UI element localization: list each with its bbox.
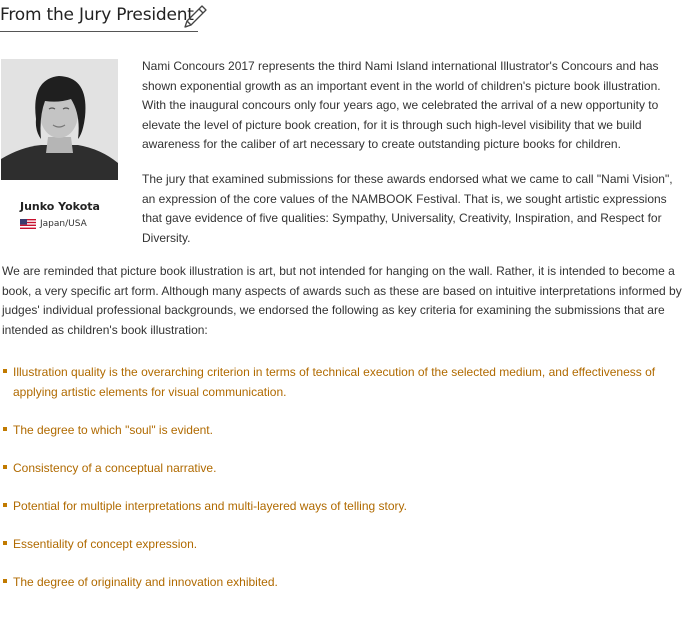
bullet-icon bbox=[3, 579, 7, 583]
list-item bbox=[0, 572, 675, 592]
list-item bbox=[0, 420, 675, 440]
us-flag-icon bbox=[20, 219, 36, 229]
list-item bbox=[0, 534, 675, 554]
section-header bbox=[0, 0, 208, 34]
criterion-text: The degree of originality and innovation exhibited. bbox=[13, 575, 278, 589]
criterion-text: Illustration quality is the overarching criterion in terms of technical execution of the selected medium, and effectiveness of applying artistic elements for visual communication. bbox=[13, 365, 656, 399]
person-origin bbox=[20, 218, 87, 230]
list-item bbox=[0, 496, 675, 516]
jury-paragraph: The jury that examined submissions for these awards endorsed what we came to call "Nami Vision", an expression of the core values of the NAMBOOK Festival. That is, we sought artistic expressions that gave evidence of five qualities: Sympathy, Universality, Creativity, Inspiration, and Respect for Diversity. bbox=[142, 172, 673, 245]
portrait-photo bbox=[1, 59, 118, 180]
person-country: Japan/USA bbox=[40, 219, 87, 229]
criterion-text: Essentiality of concept expression. bbox=[13, 537, 198, 551]
list-item bbox=[0, 362, 675, 402]
bullet-icon bbox=[3, 541, 7, 545]
person-name: Junko Yokota bbox=[20, 200, 100, 213]
bullet-icon bbox=[3, 369, 7, 373]
criterion-text: Consistency of a conceptual narrative. bbox=[13, 461, 217, 475]
bullet-icon bbox=[3, 503, 7, 507]
criterion-text: Potential for multiple interpretations and multi-layered ways of telling story. bbox=[13, 499, 407, 513]
section-title: From the Jury President bbox=[0, 5, 194, 25]
criterion-text: The degree to which "soul" is evident. bbox=[13, 423, 213, 437]
bullet-icon bbox=[3, 465, 7, 469]
header-underline bbox=[0, 31, 198, 32]
list-item bbox=[0, 458, 675, 478]
bullet-icon bbox=[3, 427, 7, 431]
pencil-icon bbox=[181, 2, 209, 30]
criteria-list bbox=[0, 362, 689, 592]
criteria-intro-paragraph: We are reminded that picture book illustration is art, but not intended for hanging on the wall. Rather, it is intended to become a book, a very specific art form. Although many aspects of awards such as these are based on intuitive interpretations informed by judges' individual professional backgrounds, we endorsed the following as key criteria for examining the submissions that are intended as children's book illustration: bbox=[2, 264, 682, 337]
intro-paragraph: Nami Concours 2017 represents the third Nami Island international Illustrator's Concours and has shown exponential growth as an important event in the world of children's picture book illustration. With the inaugural concours only four years ago, we celebrated the arrival of a new opportunity to elevate the level of picture book creation, for it is through such high-level visibility that we build awareness for the caliber of art necessary to create outstanding picture books for children. bbox=[142, 59, 661, 151]
